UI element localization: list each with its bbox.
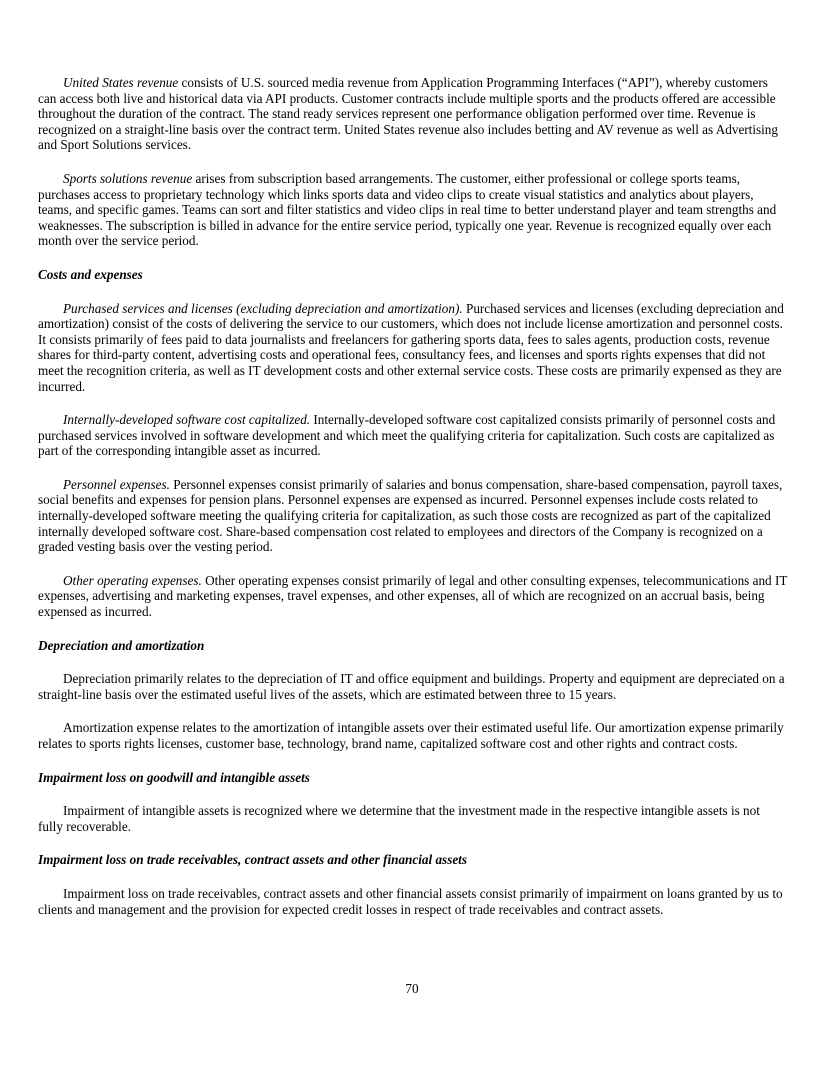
paragraph-text: Personnel expenses consist primarily of salaries and bonus compensation, share-based compensation, payroll taxes, social benefits and expenses for pension plans. Personnel expenses are expensed as incurred. Personnel expenses include costs related to internally-developed software meeting the qualifying criteria for capitalization, as such those costs are recognized as part of the capitalized internally developed software cost. Share-based compensation cost related to employees and directors of the Company is recognized on a graded vesting basis over the vesting period. — [38, 476, 783, 555]
paragraph-sports-solutions-revenue — [38, 171, 788, 249]
paragraph-text: Impairment loss on trade receivables, contract assets and other financial assets consist primarily of impairment on loans granted by us to clients and management and the provision for expected credit losses in respect of trade receivables and contract assets. — [38, 885, 783, 917]
paragraph-text: arises from subscription based arrangements. The customer, either professional or college sports teams, purchases access to proprietary technology which links sports data and video clips to create visual statistics and analytics about players, teams, and specific games. Teams can sort and filter statistics and video clips in real time to better understand player and team strengths and weaknesses. The subscription is billed in advance for the entire service period, typically one year. Revenue is recognized equally over each month over the service period. — [38, 170, 777, 249]
paragraph-text: Amortization expense relates to the amortization of intangible assets over their estimated useful life. Our amortization expense primarily relates to sports rights licenses, customer base, technology, brand name, capitalized software cost and other rights and contract costs. — [38, 720, 784, 751]
paragraph-other-operating-expenses — [38, 573, 788, 620]
paragraph-personnel-expenses — [38, 477, 788, 555]
paragraph-text: Internally-developed software cost capitalized consists primarily of personnel costs and purchased services involved in software development and which meet the qualifying criteria for capitalization. Such costs are capitalized as part of the corresponding intangible asset as incurred. — [38, 412, 776, 459]
heading-depreciation-and-amortization: Depreciation and amortization — [38, 637, 205, 653]
paragraph-lead-united-states-revenue: United States revenue — [63, 75, 179, 90]
paragraph-purchased-services-and-licenses — [38, 301, 788, 395]
paragraph-text: Other operating expenses consist primarily of legal and other consulting expenses, telecommunications and IT expenses, advertising and marketing expenses, travel expenses, and other expenses, all of which are recognized on an accrual basis, being expensed as incurred. — [38, 572, 788, 620]
paragraph-lead-other-operating-expenses: Other operating expenses. — [63, 572, 202, 588]
heading-costs-and-expenses: Costs and expenses — [38, 266, 143, 282]
paragraph-impairment-intangible — [38, 803, 788, 834]
paragraph-internally-developed-software — [38, 412, 788, 459]
heading-impairment-goodwill-intangible: Impairment loss on goodwill and intangible assets — [38, 769, 310, 785]
paragraph-lead-purchased-services: Purchased services and licenses (excluding depreciation and amortization). — [63, 300, 463, 316]
paragraph-text: Impairment of intangible assets is recognized where we determine that the investment made in the respective intangible assets is not fully recoverable. — [38, 803, 760, 834]
paragraph-amortization — [38, 720, 788, 751]
page-number: 70 — [405, 981, 419, 996]
paragraph-lead-internally-developed-software: Internally-developed software cost capitalized. — [63, 412, 311, 428]
paragraph-impairment-trade-receivables — [38, 886, 788, 917]
paragraph-text: Purchased services and licenses (excluding depreciation and amortization) consist of the costs of delivering the service to our customers, which does not include license amortization and personnel costs. It consists primarily of fees paid to data journalists and freelancers for gathering sports data, fees to sales agents, production costs, revenue shares for third-party content, advertising costs and operational fees, consultancy fees, and licenses and sports rights expenses that did not meet the recognition criteria, as well as IT development costs and other external service costs. These costs are primarily expensed as they are incurred. — [38, 300, 784, 394]
paragraph-united-states-revenue — [38, 75, 788, 153]
paragraph-text: consists of U.S. sourced media revenue from Application Programming Interfaces (“API”), whereby customers can access both live and historical data via API products. Customer contracts include multiple sports and the products offered are accessible throughout the duration of the contract. The stand ready services represent one performance obligation performed over time. Revenue is recognized on a straight-line basis over the contract term. United States revenue also includes betting and AV revenue as well as Advertising and Sport Solutions services. — [38, 75, 778, 153]
paragraph-depreciation — [38, 671, 788, 702]
heading-impairment-trade-receivables: Impairment loss on trade receivables, contract assets and other financial assets — [38, 852, 467, 868]
paragraph-lead-personnel-expenses: Personnel expenses. — [63, 476, 170, 492]
paragraph-lead-sports-solutions-revenue: Sports solutions revenue — [63, 170, 193, 186]
paragraph-text: Depreciation primarily relates to the depreciation of IT and office equipment and buildings. Property and equipment are depreciated on a straight-line basis over the estimated useful lives of the assets, which are estimated between three to 15 years. — [38, 671, 785, 702]
